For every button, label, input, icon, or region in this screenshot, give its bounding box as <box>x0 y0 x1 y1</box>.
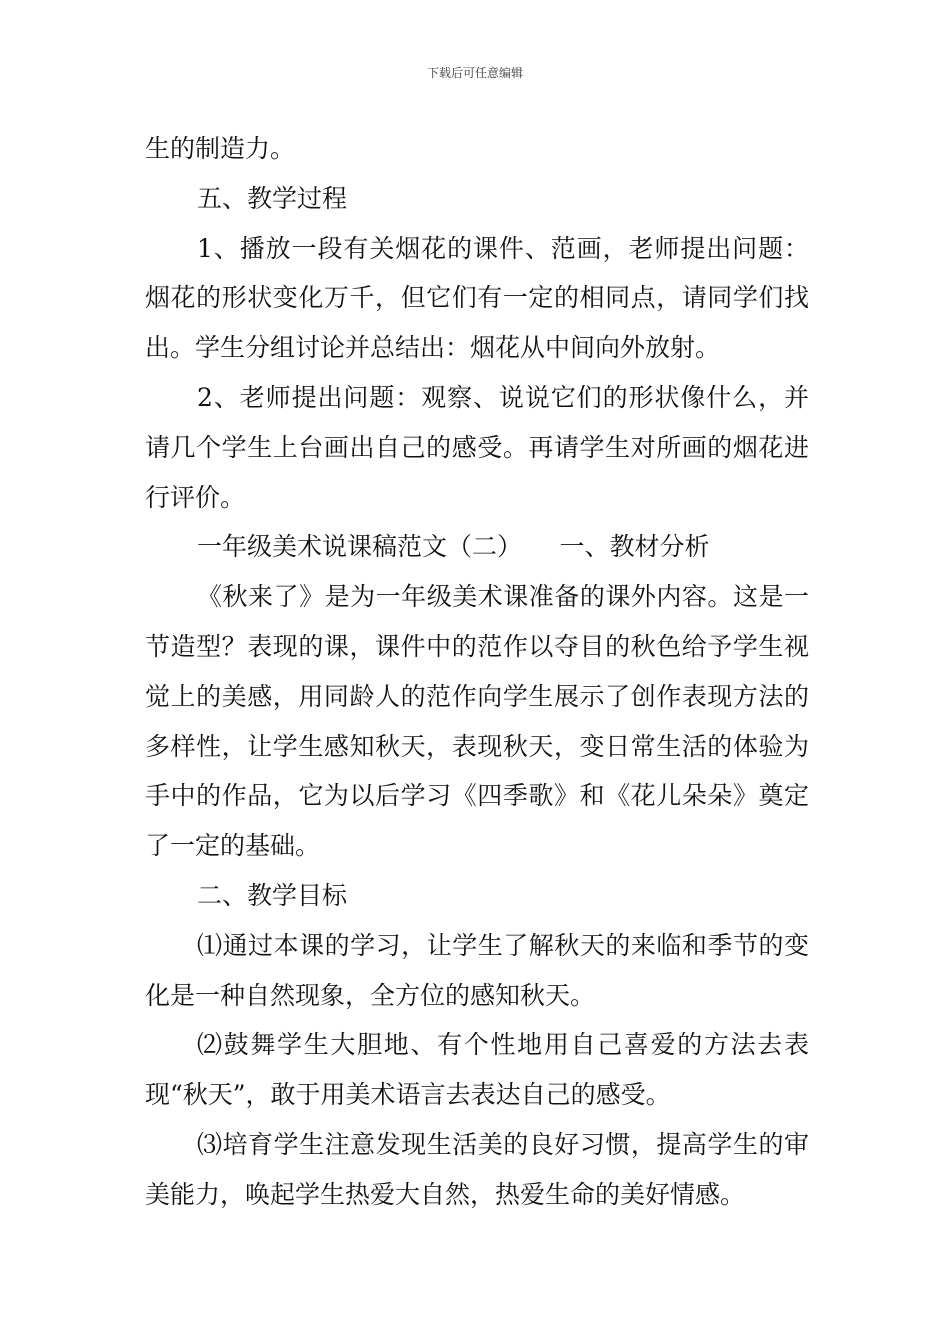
paragraph-step-2: 2、老师提出问题：观察、说说它们的形状像什么，并请几个学生上台画出自己的感受。再请学生对所画的烟花进行评价。 <box>145 382 809 512</box>
section-heading-teaching-process: 五、教学过程 <box>197 183 348 213</box>
document-body <box>145 124 809 1220</box>
goal-item-1: ⑴通过本课的学习，让学生了解秋天的来临和季节的变化是一种自然现象，全方位的感知秋天。 <box>145 930 809 1010</box>
page-header: 下载后可任意编辑 <box>426 66 523 80</box>
paragraph-textbook-analysis: 《秋来了》是为一年级美术课准备的课外内容。这是一节造型？表现的课，课件中的范作以夺目的秋色给予学生视觉上的美感，用同龄人的范作向学生展示了创作表现方法的多样性，让学生感知秋天，表现秋天，变日常生活的体验为手中的作品，它为以后学习《四季歌》和《花儿朵朵》奠定了一定的基础。 <box>145 582 809 861</box>
paragraph-continuation: 生的制造力。 <box>145 134 296 163</box>
goal-item-2: ⑵鼓舞学生大胆地、有个性地用自己喜爱的方法去表现“秋天”，敢于用美术语言去表达自己的感受。 <box>145 1030 809 1110</box>
section-heading-teaching-goals: 二、教学目标 <box>197 880 348 910</box>
section-title-sample-two: 一年级美术说课稿范文（二） 一、教材分析 <box>197 532 710 562</box>
paragraph-step-1: 1、播放一段有关烟花的课件、范画，老师提出问题：烟花的形状变化万千，但它们有一定的相同点，请同学们找出。学生分组讨论并总结出：烟花从中间向外放射。 <box>145 233 809 363</box>
goal-item-3: ⑶培育学生注意发现生活美的良好习惯，提高学生的审美能力，唤起学生热爱大自然，热爱生命的美好情感。 <box>145 1129 809 1209</box>
